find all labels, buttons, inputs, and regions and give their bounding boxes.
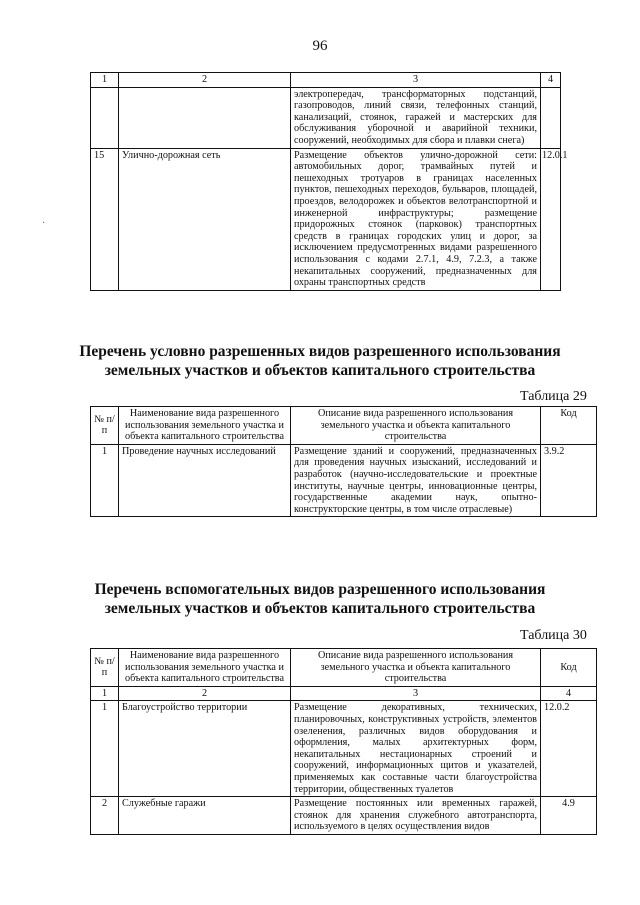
column-number-row	[91, 73, 561, 88]
table-header-row	[91, 407, 597, 445]
table-row	[91, 148, 561, 290]
section-heading: Перечень условно разрешенных видов разрешенного использования земельных участков и объектов капитального строительства	[79, 343, 561, 379]
row-description: Размещение зданий и сооружений, предназначенных для проведения научных изысканий, исследований и разработок (научно-исследовательские и проектные институты, научные центры, инновационные центры, государственные академии наук, опытно-конструкторские центры, в том числе отраслевые)	[291, 444, 541, 517]
row-description: Размещение декоративных, технических, планировочных, конструктивных устройств, элементов озеленения, различных видов оборудования и оформления, малых архитектурных форм, некапитальных нестационарных строений и сооружений, информационных щитов и указателей, применяемых как составные части благоустройства территории, общественных туалетов	[291, 701, 541, 797]
col-number: 4	[541, 686, 597, 701]
header-code: Код	[541, 407, 597, 445]
row-description: электропередач, трансформаторных подстанций, газопроводов, линий связи, телефонных станций, канализаций, стоянок, гаражей и мастерских для обслуживания уборочной и аварийной техники, сооружений, необходимых для сбора и плавки снега)	[291, 87, 541, 148]
col-number: 4	[541, 73, 561, 88]
table-row	[91, 87, 561, 148]
col-number: 2	[119, 73, 291, 88]
row-code: 4.9	[541, 797, 597, 835]
table-row	[91, 701, 597, 797]
row-code: 3.9.2	[541, 444, 597, 517]
table-row	[91, 797, 597, 835]
row-number: 15	[91, 148, 119, 290]
row-code: 12.0.1	[541, 148, 561, 290]
row-number: 1	[91, 701, 119, 797]
row-name: Улично-дорожная сеть	[119, 148, 291, 290]
margin-mark: ·	[42, 218, 46, 229]
col-number: 3	[291, 686, 541, 701]
row-code: 12.0.2	[541, 701, 597, 797]
row-name: Служебные гаражи	[119, 797, 291, 835]
column-number-row	[91, 686, 597, 701]
col-number: 1	[91, 686, 119, 701]
header-name: Наименование вида разрешенного использования земельного участка и объекта капитального строительства	[119, 407, 291, 445]
header-num: № п/п	[91, 407, 119, 445]
table-row	[91, 444, 597, 517]
header-code: Код	[541, 649, 597, 687]
row-description: Размещение постоянных или временных гаражей, стоянок для хранения служебного автотранспорта, используемого в целях осуществления видов	[291, 797, 541, 835]
table-continued	[90, 72, 568, 291]
row-number: 1	[91, 444, 119, 517]
header-description: Описание вида разрешенного использования земельного участка и объекта капитального строительства	[291, 649, 541, 687]
table-30	[90, 648, 597, 835]
table-caption: Таблица 30	[520, 628, 587, 643]
col-number: 3	[291, 73, 541, 88]
row-name: Проведение научных исследований	[119, 444, 291, 517]
header-description: Описание вида разрешенного использования земельного участка и объекта капитального строительства	[291, 407, 541, 445]
row-number: 2	[91, 797, 119, 835]
table-header-row	[91, 649, 597, 687]
header-num: № п/п	[91, 649, 119, 687]
row-description: Размещение объектов улично-дорожной сети: автомобильных дорог, трамвайных путей и пешеходных тротуаров в границах населенных пунктов, пешеходных переходов, бульваров, площадей, проездов, велодорожек и объектов велотранспортной и инженерной инфраструктуры; размещение придорожных стоянок (парковок) транспортных средств в границах городских улиц и дорог, за исключением предусмотренных видами разрешенного использования с кодами 2.7.1, 4.9, 7.2.3, а также некапитальных сооружений, предназначенных для охраны транспортных средств	[291, 148, 541, 290]
col-number: 2	[119, 686, 291, 701]
table-29	[90, 406, 597, 517]
row-name: Благоустройство территории	[119, 701, 291, 797]
table-caption: Таблица 29	[520, 389, 587, 404]
col-number: 1	[91, 73, 119, 88]
section-heading: Перечень вспомогательных видов разрешенного использования земельных участков и объектов капитального строительства	[94, 581, 546, 617]
header-name: Наименование вида разрешенного использования земельного участка и объекта капитального строительства	[119, 649, 291, 687]
page-number: 96	[312, 38, 328, 54]
